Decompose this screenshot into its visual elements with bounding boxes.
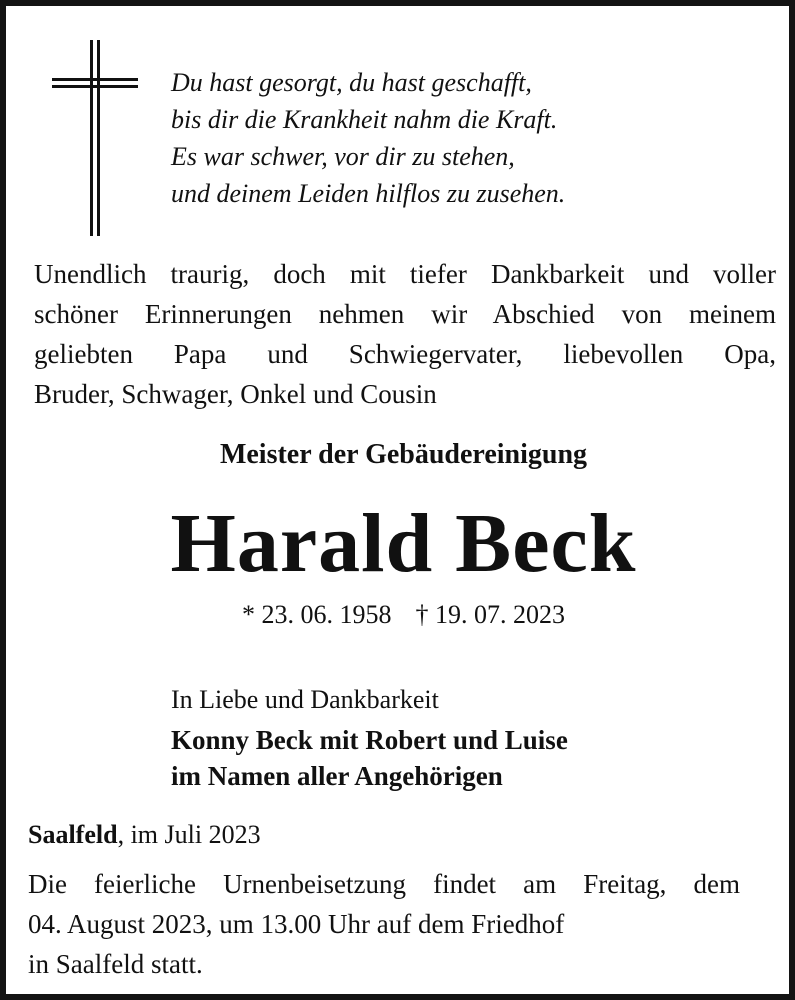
poem-line: Du hast gesorgt, du hast geschafft, xyxy=(171,68,532,97)
signoff-line: In Liebe und Dankbarkeit xyxy=(171,685,439,714)
life-dates xyxy=(6,598,795,632)
poem xyxy=(171,64,731,212)
funeral-line: in Saalfeld statt. xyxy=(28,949,203,979)
profession-title: Meister der Gebäudereinigung xyxy=(219,439,588,470)
intro-line: Bruder, Schwager, Onkel und Cousin xyxy=(34,379,437,409)
funeral-notice xyxy=(28,864,740,984)
intro-text xyxy=(34,254,776,414)
intro-line: Unendlich traurig, doch mit tiefer Dankbarkeit und voller xyxy=(34,259,776,289)
cross-icon xyxy=(52,40,138,236)
funeral-line: 04. August 2023, um 13.00 Uhr auf dem Friedhof xyxy=(28,909,565,939)
poem-line: und deinem Leiden hilflos zu zusehen. xyxy=(171,179,566,208)
place-city: Saalfeld xyxy=(28,820,118,849)
intro-line: schöner Erinnerungen nehmen wir Abschied von meinem xyxy=(34,299,776,329)
mourners xyxy=(171,722,771,794)
place-date xyxy=(28,818,768,852)
intro-line: geliebten Papa und Schwiegervater, liebevollen Opa, xyxy=(34,339,776,369)
poem-line: bis dir die Krankheit nahm die Kraft. xyxy=(171,105,558,134)
birth-date: * 23. 06. 1958 xyxy=(242,600,392,629)
deceased-name: Harald Beck xyxy=(170,497,637,590)
signoff xyxy=(171,682,771,794)
mourner-line: Konny Beck mit Robert und Luise xyxy=(171,725,568,755)
death-date: † 19. 07. 2023 xyxy=(415,600,565,629)
place-date-text: , im Juli 2023 xyxy=(117,820,261,849)
poem-line: Es war schwer, vor dir zu stehen, xyxy=(171,142,515,171)
funeral-line: Die feierliche Urnenbeisetzung findet am Freitag, dem xyxy=(28,869,740,899)
mourner-line: im Namen aller Angehörigen xyxy=(171,761,503,791)
